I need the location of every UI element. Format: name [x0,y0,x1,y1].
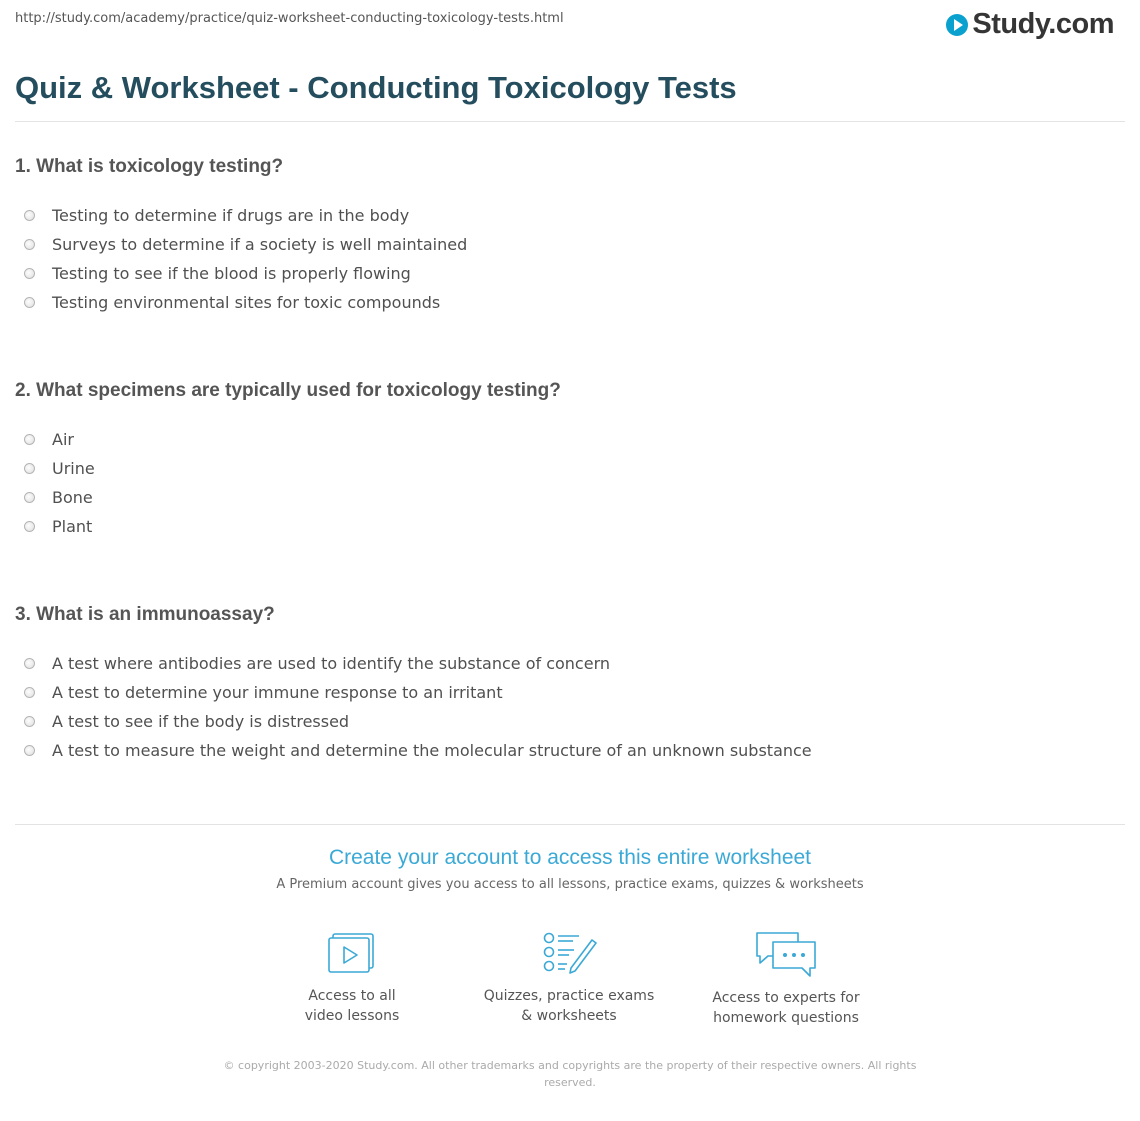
logo-text: Study.com [972,8,1114,40]
question-title: 3. What is an immunoassay? [15,604,275,625]
divider [15,824,1125,825]
answer-label: Testing to see if the blood is properly flowing [52,263,411,283]
answer-options [15,419,561,546]
radio-button-icon[interactable] [24,434,35,445]
question-2 [15,380,561,546]
premium-cta [0,846,1140,892]
radio-button-icon[interactable] [24,687,35,698]
feature-quizzes [479,930,659,1026]
radio-button-icon[interactable] [24,297,35,308]
radio-button-icon[interactable] [24,658,35,669]
answer-label: Air [52,429,74,449]
answer-label: Bone [52,487,93,507]
radio-button-icon[interactable] [24,210,35,221]
radio-button-icon[interactable] [24,239,35,250]
question-3 [15,604,812,770]
answer-label: Urine [52,458,95,478]
create-account-link[interactable]: Create your account to access this entire worksheet [328,846,812,869]
feature-line: Quizzes, practice exams [483,988,655,1004]
answer-option[interactable] [15,282,467,322]
radio-button-icon[interactable] [24,745,35,756]
answer-option[interactable] [15,506,561,546]
quiz-checklist-icon [541,930,597,976]
radio-button-icon[interactable] [24,492,35,503]
copyright-notice: © copyright 2003-2020 Study.com. All other trademarks and copyrights are the property of their respective owners. All rights reserved. [223,1059,917,1089]
question-title: 2. What specimens are typically used for toxicology testing? [15,380,561,401]
radio-button-icon[interactable] [24,268,35,279]
feature-line: Access to all [308,988,396,1004]
radio-button-icon[interactable] [24,463,35,474]
question-1 [15,156,467,322]
answer-label: A test to see if the body is distressed [52,711,350,731]
page-title: Quiz & Worksheet - Conducting Toxicology Tests [15,70,737,105]
feature-line: homework questions [713,1010,859,1026]
feature-line: Access to experts for [712,990,860,1006]
feature-experts [696,930,876,1028]
feature-video-lessons [262,930,442,1026]
chat-bubbles-icon [754,930,818,978]
radio-button-icon[interactable] [24,521,35,532]
video-lessons-icon [326,930,378,976]
answer-label: Testing environmental sites for toxic compounds [52,292,441,312]
answer-label: A test where antibodies are used to identify the substance of concern [52,653,610,673]
answer-label: A test to measure the weight and determine the molecular structure of an unknown substance [52,740,812,760]
page-url: http://study.com/academy/practice/quiz-worksheet-conducting-toxicology-tests.html [15,11,564,26]
answer-label: Plant [52,516,93,536]
answer-options [15,195,467,322]
cta-subtitle: A Premium account gives you access to all lessons, practice exams, quizzes & worksheets [276,877,864,892]
answer-option[interactable] [15,730,812,770]
radio-button-icon[interactable] [24,716,35,727]
answer-label: Surveys to determine if a society is well maintained [52,234,468,254]
answer-label: Testing to determine if drugs are in the body [52,205,410,225]
play-circle-icon [946,14,968,36]
answer-options [15,643,812,770]
question-title: 1. What is toxicology testing? [15,156,284,177]
study-logo[interactable] [946,8,1114,41]
answer-label: A test to determine your immune response to an irritant [52,682,503,702]
divider [15,121,1125,122]
feature-line: & worksheets [521,1008,617,1024]
feature-line: video lessons [304,1008,400,1024]
